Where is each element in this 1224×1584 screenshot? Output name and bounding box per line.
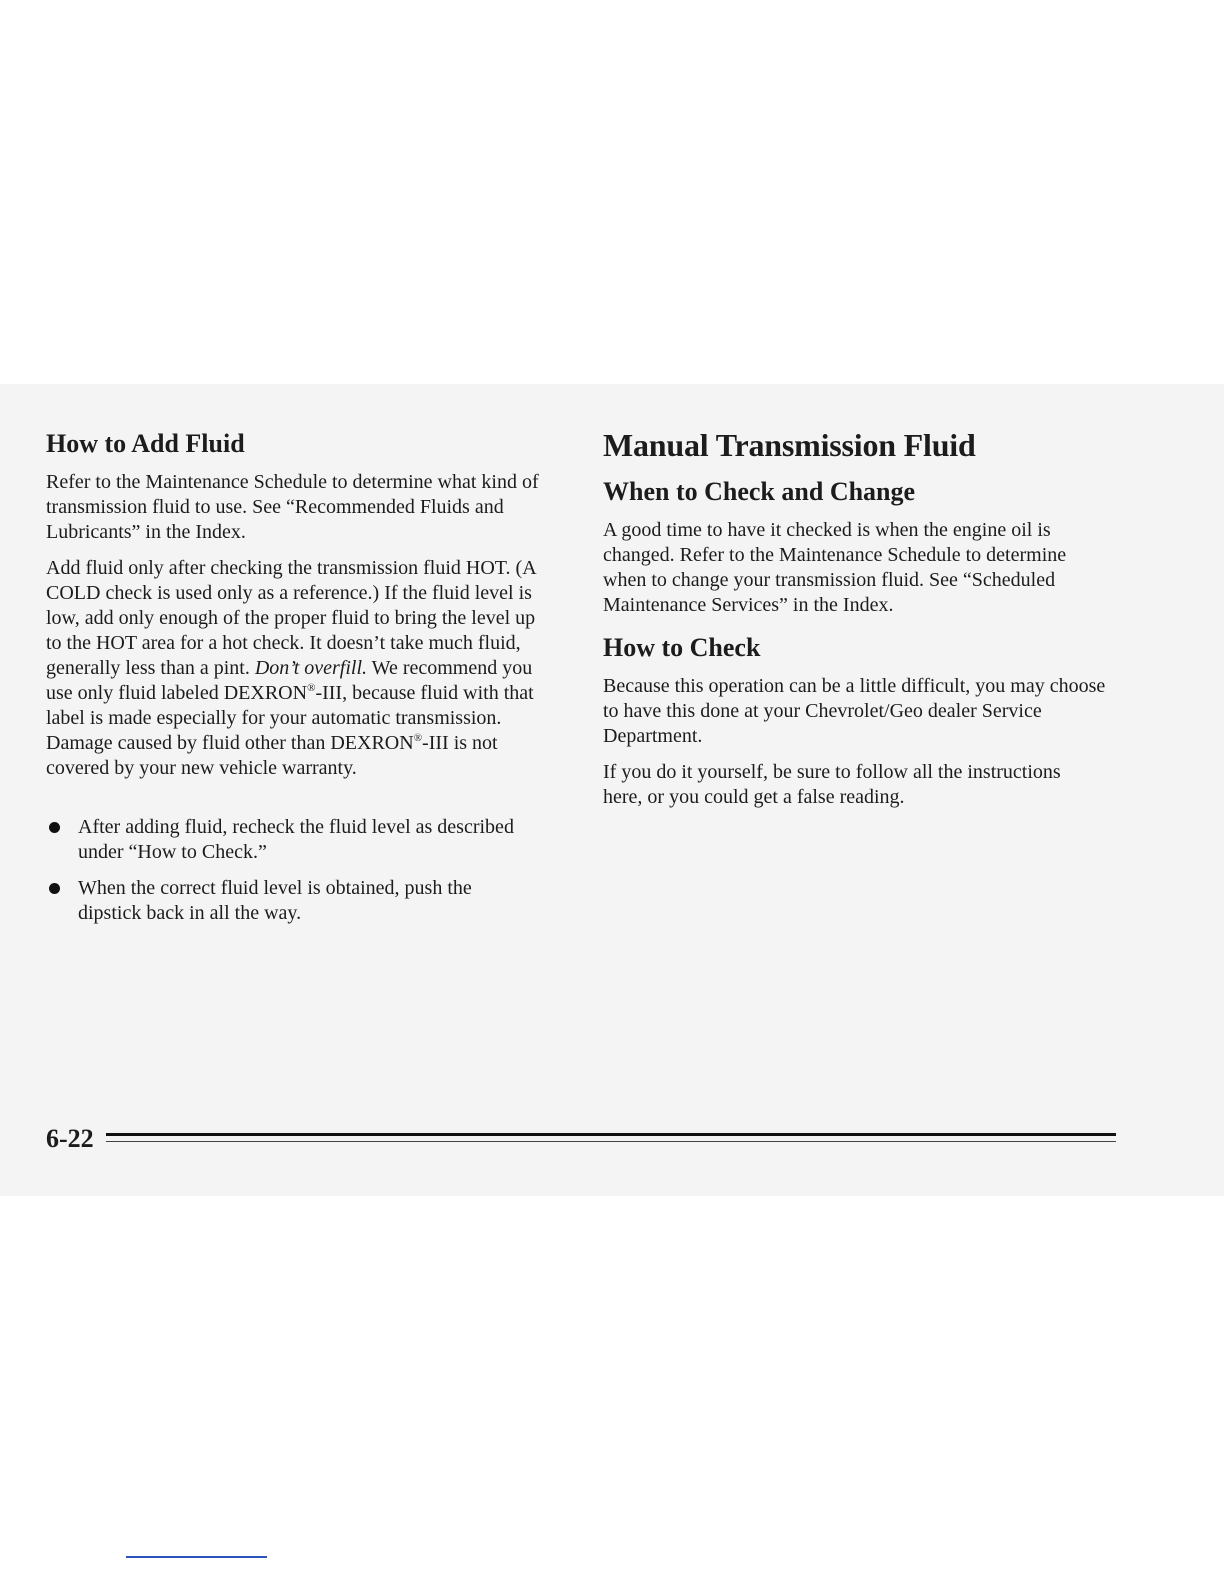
add-fluid-paragraph-2-text-d: -III is not covered by your new vehicle warranty. [46,732,498,779]
footer-rule [106,1133,1116,1136]
page-number: 6-22 [46,1124,94,1153]
add-fluid-paragraph-2-text-a: Add fluid only after checking the transmission fluid HOT. (A COLD check is used only as a reference.) If the fluid level is low, add only enough of the proper fluid to bring the level up to the HOT area for a hot check. It doesn’t take much fluid, generally less than a pint. [46,557,536,679]
when-to-check-heading: When to Check and Change [603,477,916,506]
how-to-check-paragraph-1: Because this operation can be a little difficult, you may choose to have this done at your Chevrolet/Geo dealer Service Department. [603,675,1106,747]
list-item [46,815,526,865]
dont-overfill-emphasis: Don’t overfill. [254,657,368,679]
add-fluid-bullet-list [46,815,526,926]
bullet-text: After adding fluid, recheck the fluid level as described under “How to Check.” [78,816,514,863]
add-fluid-paragraph-2-text-b: We recommend you use only fluid labeled DEXRON [46,657,533,704]
registered-mark: ® [307,682,316,694]
registered-mark: ® [413,732,423,744]
bullet-icon [49,883,60,894]
add-fluid-paragraph-1: Refer to the Maintenance Schedule to determine what kind of transmission fluid to use. See “Recommended Fluids and Lubricants” in the Index. [46,471,539,543]
list-item [46,876,526,926]
add-fluid-paragraph-2-text-c: -III, because fluid with that label is made especially for your automatic transmission. Damage caused by fluid other than DEXRON [46,682,534,754]
bullet-icon [49,822,60,833]
manual-transmission-fluid-title: Manual Transmission Fluid [603,427,976,463]
footer-rule-thin [106,1141,1116,1142]
manual-page [0,384,1224,1196]
add-fluid-paragraph-2 [46,556,551,781]
bullet-text: When the correct fluid level is obtained, push the dipstick back in all the way. [78,877,472,924]
how-to-check-heading: How to Check [603,633,761,662]
how-to-add-fluid-heading: How to Add Fluid [46,429,245,458]
bottom-underline-mark [126,1556,267,1558]
how-to-check-paragraph-2: If you do it yourself, be sure to follow all the instructions here, or you could get a false reading. [603,761,1061,808]
when-to-check-paragraph: A good time to have it checked is when the engine oil is changed. Refer to the Maintenance Schedule to determine when to change your transmission fluid. See “Scheduled Maintenance Services” in the Index. [603,519,1067,616]
